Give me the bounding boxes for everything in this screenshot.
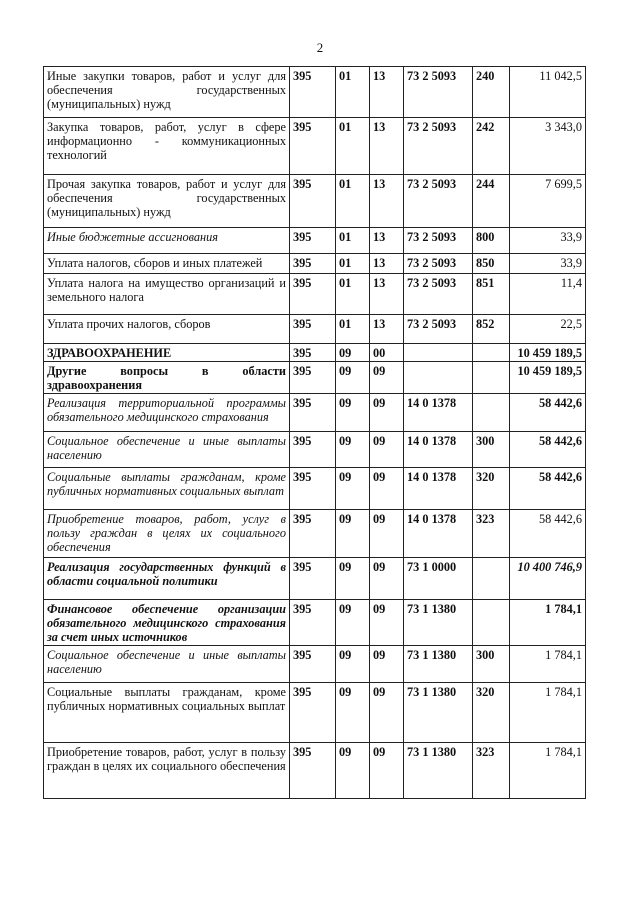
- row-subsection-code: 13: [370, 67, 404, 118]
- row-expense-type-code: 242: [473, 118, 510, 175]
- row-target-article-code: 73 1 0000: [404, 558, 473, 600]
- row-subsection-code: 13: [370, 315, 404, 344]
- row-ved-code: 395: [290, 118, 336, 175]
- row-section-code: 01: [336, 254, 370, 274]
- table-row: [44, 468, 586, 510]
- row-target-article-code: 73 2 5093: [404, 67, 473, 118]
- row-subsection-code: 09: [370, 394, 404, 432]
- row-amount: 33,9: [510, 254, 586, 274]
- row-subsection-code: 09: [370, 600, 404, 646]
- row-ved-code: 395: [290, 468, 336, 510]
- table-row: [44, 646, 586, 683]
- row-ved-code: 395: [290, 254, 336, 274]
- row-amount: 58 442,6: [510, 510, 586, 558]
- table-row: [44, 254, 586, 274]
- table-row: [44, 315, 586, 344]
- row-amount: 58 442,6: [510, 432, 586, 468]
- row-ved-code: 395: [290, 344, 336, 362]
- row-ved-code: 395: [290, 362, 336, 394]
- row-expense-type-code: 244: [473, 175, 510, 228]
- row-name: Социальное обеспечение и иные выплаты населению: [44, 646, 290, 683]
- table-row: [44, 394, 586, 432]
- row-ved-code: 395: [290, 67, 336, 118]
- row-ved-code: 395: [290, 315, 336, 344]
- row-name: Социальные выплаты гражданам, кроме публичных нормативных социальных выплат: [44, 683, 290, 743]
- row-amount: 1 784,1: [510, 600, 586, 646]
- row-section-code: 09: [336, 683, 370, 743]
- row-ved-code: 395: [290, 558, 336, 600]
- row-ved-code: 395: [290, 683, 336, 743]
- row-amount: 1 784,1: [510, 743, 586, 799]
- row-ved-code: 395: [290, 274, 336, 315]
- row-subsection-code: 09: [370, 683, 404, 743]
- row-section-code: 09: [336, 646, 370, 683]
- row-expense-type-code: 800: [473, 228, 510, 254]
- row-name: Другие вопросы в области здравоохранения: [44, 362, 290, 394]
- row-name: Социальные выплаты гражданам, кроме публичных нормативных социальных выплат: [44, 468, 290, 510]
- row-subsection-code: 13: [370, 274, 404, 315]
- row-ved-code: 395: [290, 432, 336, 468]
- row-section-code: 09: [336, 600, 370, 646]
- row-amount: 22,5: [510, 315, 586, 344]
- row-expense-type-code: [473, 558, 510, 600]
- row-target-article-code: 73 2 5093: [404, 254, 473, 274]
- row-section-code: 01: [336, 175, 370, 228]
- row-expense-type-code: [473, 600, 510, 646]
- row-expense-type-code: 323: [473, 510, 510, 558]
- table-row: [44, 600, 586, 646]
- row-name: Социальное обеспечение и иные выплаты населению: [44, 432, 290, 468]
- row-expense-type-code: [473, 344, 510, 362]
- row-section-code: 01: [336, 118, 370, 175]
- row-target-article-code: 14 0 1378: [404, 394, 473, 432]
- row-subsection-code: 09: [370, 432, 404, 468]
- row-ved-code: 395: [290, 646, 336, 683]
- row-name: Приобретение товаров, работ, услуг в пользу граждан в целях их социального обеспечения: [44, 510, 290, 558]
- row-expense-type-code: 300: [473, 646, 510, 683]
- row-name: Прочая закупка товаров, работ и услуг для обеспечения государственных (муниципальных) нужд: [44, 175, 290, 228]
- row-amount: 58 442,6: [510, 468, 586, 510]
- row-subsection-code: 09: [370, 646, 404, 683]
- row-section-code: 01: [336, 228, 370, 254]
- table-row: [44, 175, 586, 228]
- row-expense-type-code: 323: [473, 743, 510, 799]
- row-expense-type-code: 320: [473, 468, 510, 510]
- row-section-code: 09: [336, 510, 370, 558]
- row-amount: 11 042,5: [510, 67, 586, 118]
- row-name: Уплата прочих налогов, сборов: [44, 315, 290, 344]
- row-section-code: 09: [336, 468, 370, 510]
- row-name: Финансовое обеспечение организации обязательного медицинского страхования за счет иных источников: [44, 600, 290, 646]
- row-expense-type-code: 300: [473, 432, 510, 468]
- row-amount: 10 459 189,5: [510, 344, 586, 362]
- row-name: Приобретение товаров, работ, услуг в пользу граждан в целях их социального обеспечения: [44, 743, 290, 799]
- page-number: 2: [316, 40, 324, 55]
- row-name: Уплата налога на имущество организаций и земельного налога: [44, 274, 290, 315]
- table-row: [44, 432, 586, 468]
- row-amount: 1 784,1: [510, 646, 586, 683]
- row-expense-type-code: 850: [473, 254, 510, 274]
- row-target-article-code: 73 1 1380: [404, 646, 473, 683]
- table-row: [44, 228, 586, 254]
- table-row: [44, 344, 586, 362]
- row-target-article-code: [404, 344, 473, 362]
- table-body: [44, 67, 586, 799]
- row-subsection-code: 13: [370, 118, 404, 175]
- row-target-article-code: 73 2 5093: [404, 274, 473, 315]
- row-subsection-code: 13: [370, 175, 404, 228]
- row-section-code: 09: [336, 743, 370, 799]
- row-section-code: 01: [336, 315, 370, 344]
- table-row: [44, 558, 586, 600]
- row-ved-code: 395: [290, 743, 336, 799]
- row-name: Закупка товаров, работ, услуг в сфере информационно - коммуникационных технологий: [44, 118, 290, 175]
- row-subsection-code: 09: [370, 558, 404, 600]
- table-row: [44, 362, 586, 394]
- row-target-article-code: 14 0 1378: [404, 432, 473, 468]
- row-expense-type-code: 240: [473, 67, 510, 118]
- row-expense-type-code: [473, 362, 510, 394]
- row-amount: 10 459 189,5: [510, 362, 586, 394]
- table-row: [44, 743, 586, 799]
- row-name: Реализация территориальной программы обязательного медицинского страхования: [44, 394, 290, 432]
- row-subsection-code: 13: [370, 228, 404, 254]
- row-name: Реализация государственных функций в области социальной политики: [44, 558, 290, 600]
- table-row: [44, 274, 586, 315]
- row-target-article-code: 73 1 1380: [404, 683, 473, 743]
- row-name: Иные бюджетные ассигнования: [44, 228, 290, 254]
- table-row: [44, 67, 586, 118]
- row-expense-type-code: 852: [473, 315, 510, 344]
- row-amount: 58 442,6: [510, 394, 586, 432]
- row-ved-code: 395: [290, 228, 336, 254]
- row-subsection-code: 09: [370, 743, 404, 799]
- row-expense-type-code: 320: [473, 683, 510, 743]
- row-subsection-code: 13: [370, 254, 404, 274]
- budget-table: [43, 66, 586, 799]
- row-amount: 1 784,1: [510, 683, 586, 743]
- row-expense-type-code: 851: [473, 274, 510, 315]
- row-name: ЗДРАВООХРАНЕНИЕ: [44, 344, 290, 362]
- row-subsection-code: 09: [370, 510, 404, 558]
- row-amount: 10 400 746,9: [510, 558, 586, 600]
- row-name: Уплата налогов, сборов и иных платежей: [44, 254, 290, 274]
- row-section-code: 09: [336, 558, 370, 600]
- row-target-article-code: 73 2 5093: [404, 175, 473, 228]
- row-amount: 7 699,5: [510, 175, 586, 228]
- row-target-article-code: 14 0 1378: [404, 510, 473, 558]
- row-ved-code: 395: [290, 600, 336, 646]
- row-target-article-code: 73 1 1380: [404, 743, 473, 799]
- row-name: Иные закупки товаров, работ и услуг для обеспечения государственных (муниципальных) нужд: [44, 67, 290, 118]
- row-amount: 33,9: [510, 228, 586, 254]
- row-target-article-code: 73 1 1380: [404, 600, 473, 646]
- row-target-article-code: 73 2 5093: [404, 315, 473, 344]
- row-section-code: 09: [336, 394, 370, 432]
- row-ved-code: 395: [290, 510, 336, 558]
- row-target-article-code: 14 0 1378: [404, 468, 473, 510]
- row-section-code: 01: [336, 274, 370, 315]
- row-target-article-code: 73 2 5093: [404, 228, 473, 254]
- row-subsection-code: 00: [370, 344, 404, 362]
- row-amount: 11,4: [510, 274, 586, 315]
- table-row: [44, 118, 586, 175]
- row-section-code: 09: [336, 432, 370, 468]
- row-expense-type-code: [473, 394, 510, 432]
- table-row: [44, 683, 586, 743]
- row-subsection-code: 09: [370, 468, 404, 510]
- row-section-code: 09: [336, 344, 370, 362]
- row-amount: 3 343,0: [510, 118, 586, 175]
- row-ved-code: 395: [290, 175, 336, 228]
- row-target-article-code: 73 2 5093: [404, 118, 473, 175]
- row-subsection-code: 09: [370, 362, 404, 394]
- row-ved-code: 395: [290, 394, 336, 432]
- row-section-code: 09: [336, 362, 370, 394]
- row-section-code: 01: [336, 67, 370, 118]
- row-target-article-code: [404, 362, 473, 394]
- table-row: [44, 510, 586, 558]
